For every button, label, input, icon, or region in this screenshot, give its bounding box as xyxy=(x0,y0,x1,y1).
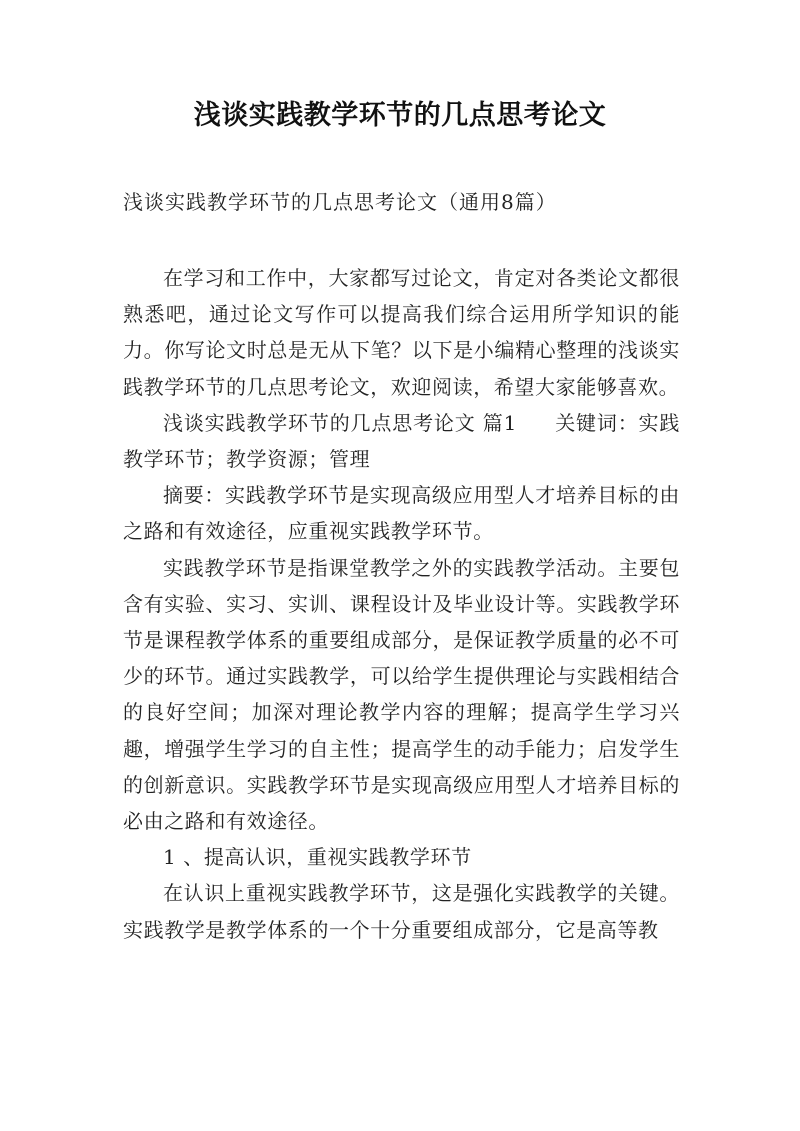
document-subtitle: 浅谈实践教学环节的几点思考论文（通用8篇） xyxy=(123,190,557,214)
document-title: 浅谈实践教学环节的几点思考论文 xyxy=(193,100,607,131)
document-body xyxy=(123,260,680,948)
keywords-line: 关键词：实践教学环节；教学资源；管理 xyxy=(123,410,680,472)
article-heading-line xyxy=(123,405,680,477)
body-paragraph-2: 在认识上重视实践教学环节，这是强化实践教学的关键。实践教学是教学体系的一个十分重要组成部分，它是高等教 xyxy=(123,881,680,942)
article-heading: 浅谈实践教学环节的几点思考论文 篇1 xyxy=(163,410,517,435)
intro-paragraph: 在学习和工作中，大家都写过论文，肯定对各类论文都很熟悉吧，通过论文写作可以提高我们综合运用所学知识的能力。你写论文时总是无从下笔？以下是小编精心整理的浅谈实践教学环节的几点思考论文，欢迎阅读，希望大家能够喜欢。 xyxy=(123,266,680,399)
abstract-paragraph: 摘要：实践教学环节是实现高级应用型人才培养目标的由之路和有效途径，应重视实践教学环节。 xyxy=(123,483,680,544)
body-paragraph-1: 实践教学环节是指课堂教学之外的实践教学活动。主要包含有实验、实习、实训、课程设计及毕业设计等。实践教学环节是课程教学体系的重要组成部分，是保证教学质量的必不可少的环节。通过实践教学，可以给学生提供理论与实践相结合的良好空间；加深对理论教学内容的理解；提高学生学习兴趣，增强学生学习的自主性；提高学生的动手能力；启发学生的创新意识。实践教学环节是实现高级应用型人才培养目标的必由之路和有效途径。 xyxy=(123,555,680,834)
section-heading-1: 1 、提高认识，重视实践教学环节 xyxy=(163,845,472,870)
